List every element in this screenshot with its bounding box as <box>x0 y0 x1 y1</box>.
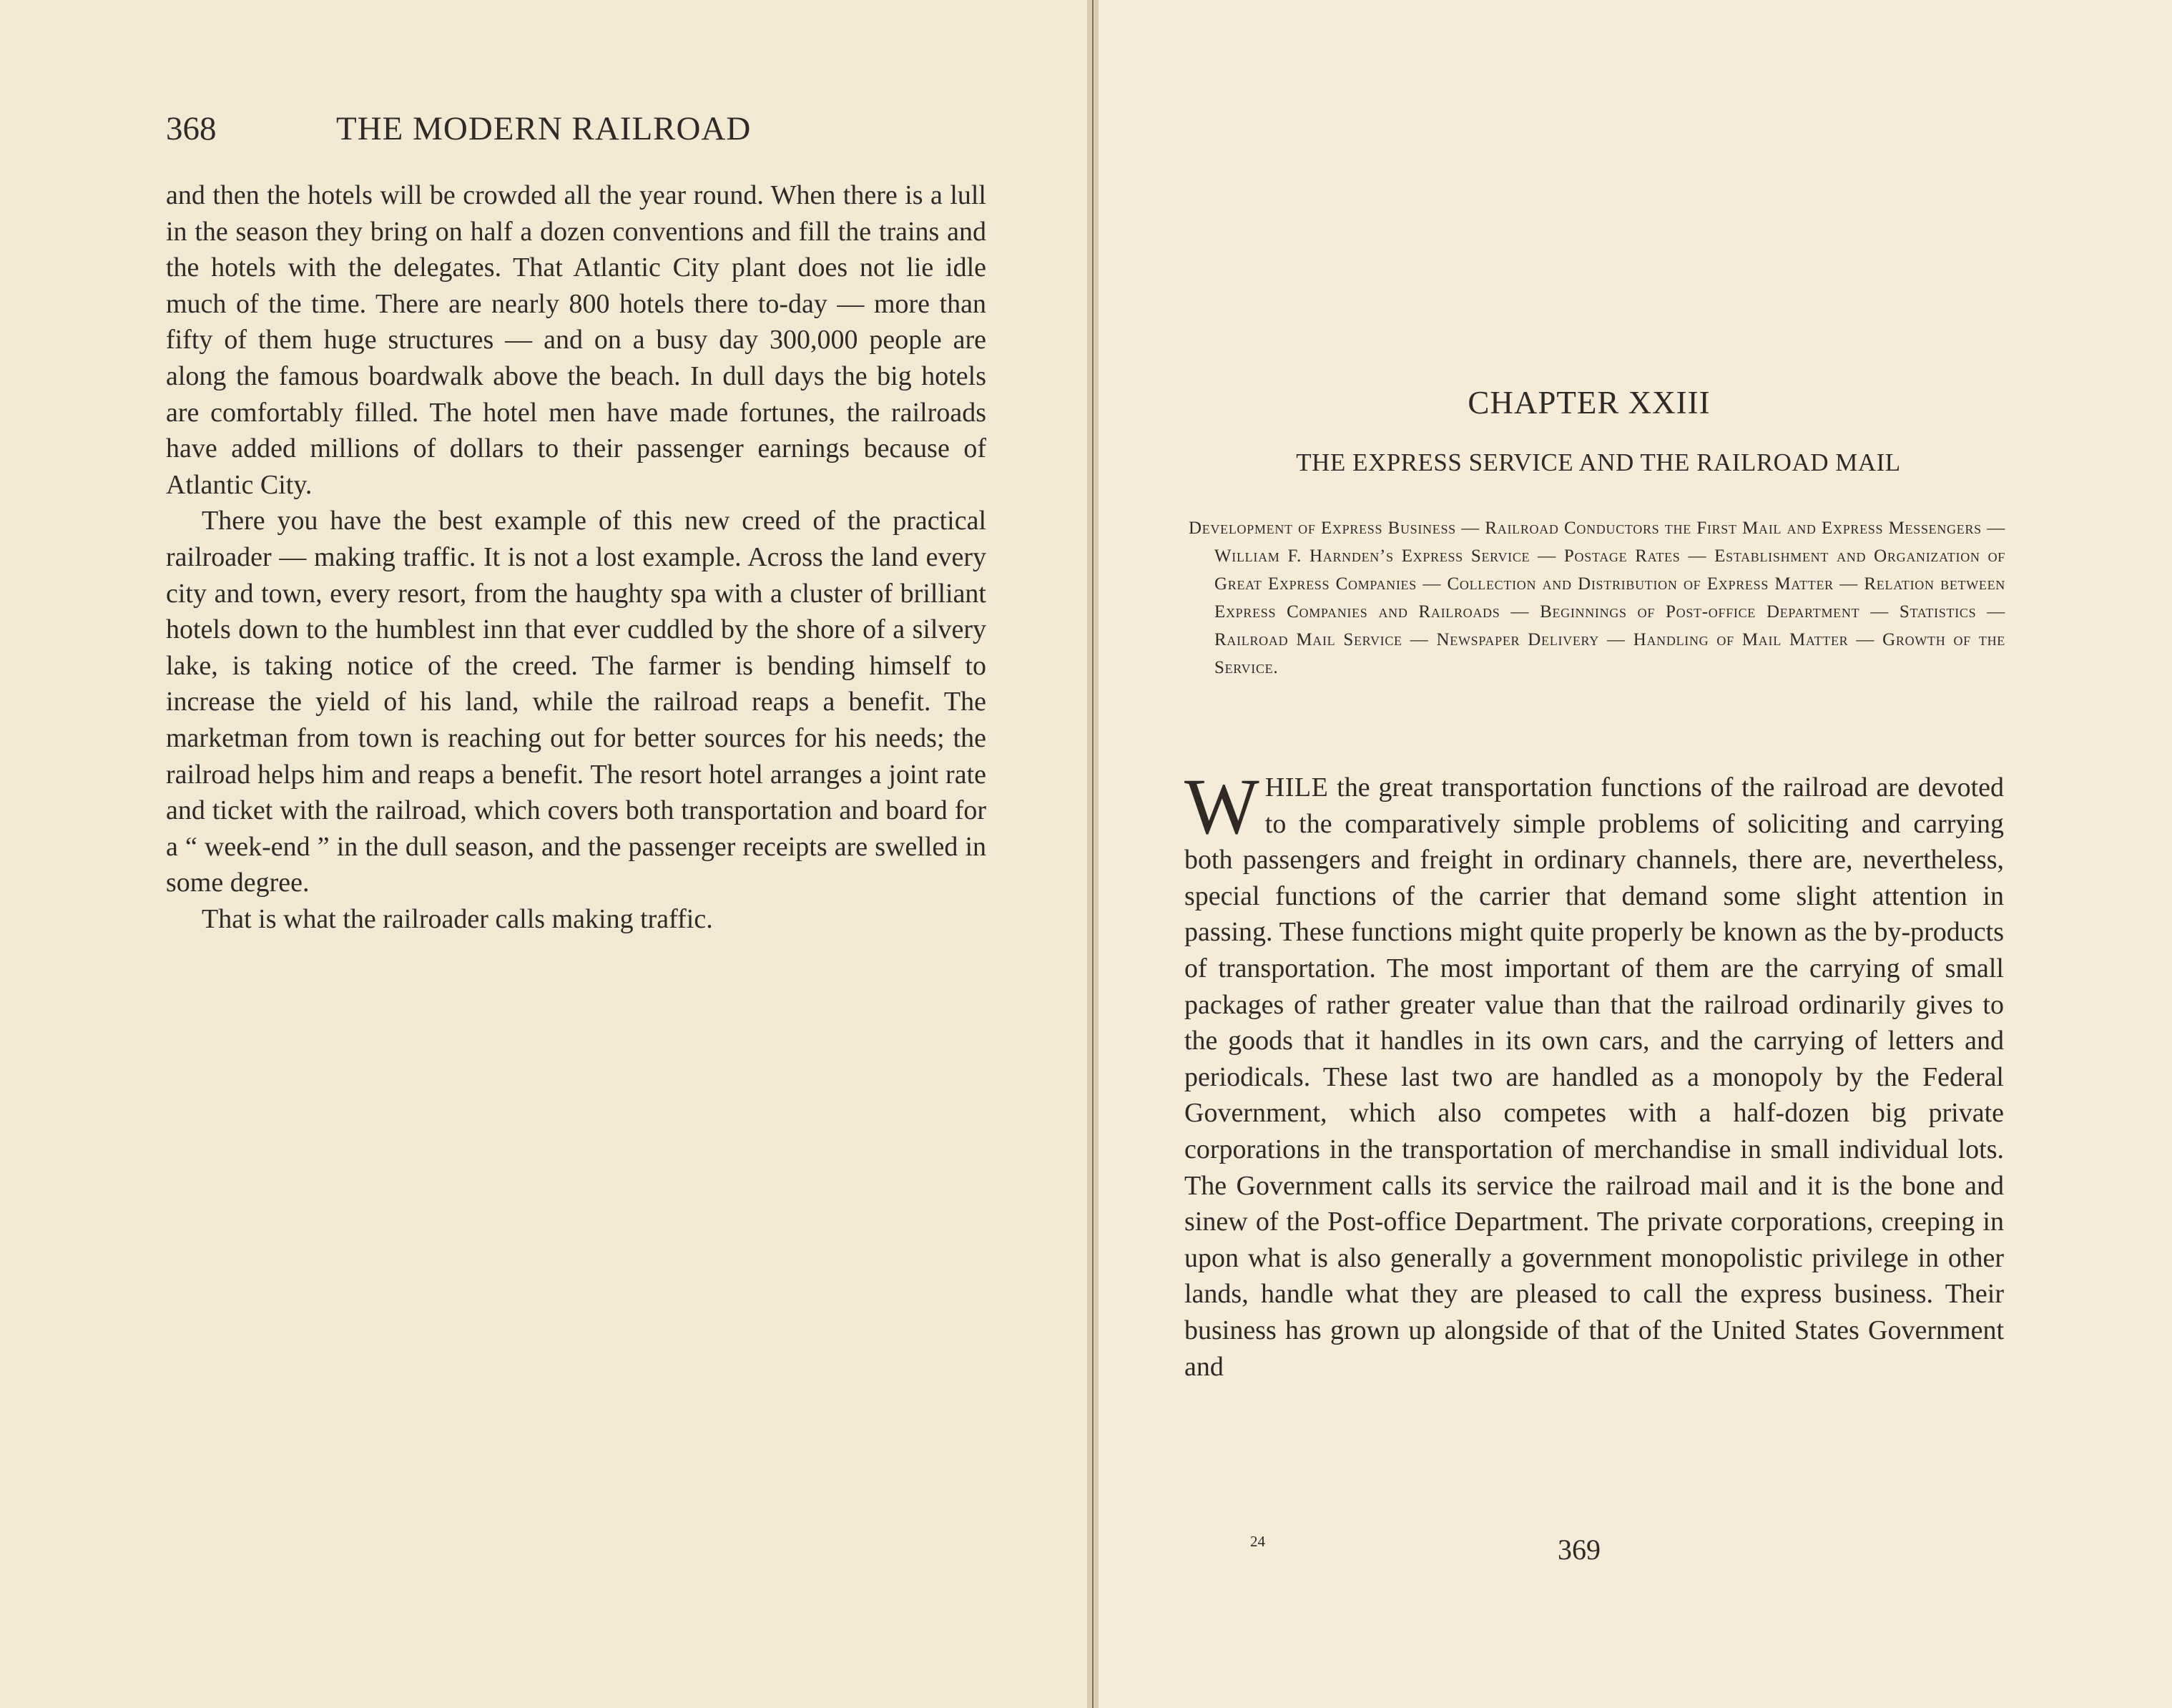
chapter-summary <box>1189 514 2005 682</box>
left-page-body <box>166 177 986 937</box>
left-paragraph-1: and then the hotels will be crowded all the year round. When there is a lull in the season they bring on half a dozen conventions and fill the trains and the hotels with the delegates. That Atlantic City plant does not lie idle much of the time. There are nearly 800 hotels there to-day — more than fifty of them huge structures — and on a busy day 300,000 people are along the famous boardwalk above the beach. In dull days the big hotels are comfortably filled. The hotel men have made fortunes, the railroads have added millions of dollars to their passenger earnings because of Atlantic City. <box>166 180 986 500</box>
right-body-text: the great transportation functions of the railroad are devoted to the comparatively simple problems of soliciting and carrying both passengers and freight in ordinary channels, there are, nevertheless, special functions of the carrier that demand some slight attention in passing. These functions might quite properly be known as the by-products of transportation. The most important of them are the carrying of small packages of rather greater value than that the railroad ordinarily gives to the goods that it handles in its own cars, and the carrying of letters and periodicals. These last two are handled as a monopoly by the Federal Government, which also competes with a half-dozen big private corporations in the transportation of merchandise in small individual lots. The Government calls its service the railroad mail and it is the bone and sinew of the Post-office Department. The private corporations, creeping in upon what is also generally a government monopolistic privilege in other lands, handle what they are pleased to call the express business. Their business has grown up alongside of that of the United States Government and <box>1184 772 2004 1382</box>
left-page-number: 368 <box>166 110 217 147</box>
right-page-number: 369 <box>1558 1533 1601 1566</box>
book-gutter <box>1087 0 1099 1708</box>
chapter-summary-text: Development of Express Business — Railroad Conductors the First Mail and Express Messengers — William F. Harnden’s Express Service — Postage Rates — Establishment and Organization of Great Express Companies — Collection and Distribution of Express Matter — Relation between Express Companies and Railroads — Beginnings of Post-office Department — Statistics — Railroad Mail Service — Newspaper Delivery — Handling of Mail Matter — Growth of the Service. <box>1189 519 2005 677</box>
drop-cap: W <box>1184 763 1259 851</box>
left-paragraph-3: That is what the railroader calls making traffic. <box>202 903 713 934</box>
running-head-title: THE MODERN RAILROAD <box>336 110 752 147</box>
chapter-subtitle: THE EXPRESS SERVICE AND THE RAILROAD MAIL <box>1296 448 1901 476</box>
signature-mark: 24 <box>1250 1533 1265 1550</box>
lead-caps: HILE <box>1264 772 1329 803</box>
left-paragraph-2: There you have the best example of this new creed of the practical railroader — making traffic. It is not a lost example. Across the land every city and town, every resort, from the haughty spa with a cluster of brilliant hotels down to the humblest inn that ever cuddled by the shore of a silvery lake, is taking notice of the creed. The farmer is bending himself to increase the yield of his land, while the railroad reaps a benefit. The marketman from town is reaching out for better sources for his needs; the railroad helps him and reaps a benefit. The resort hotel arranges a joint rate and ticket with the railroad, which covers both transportation and board for a “ week-end ” in the dull season, and the passenger receipts are swelled in some degree. <box>166 506 986 898</box>
left-running-head <box>166 107 988 150</box>
right-page-body <box>1184 763 2004 1385</box>
chapter-title: CHAPTER XXIII <box>1468 385 1711 421</box>
